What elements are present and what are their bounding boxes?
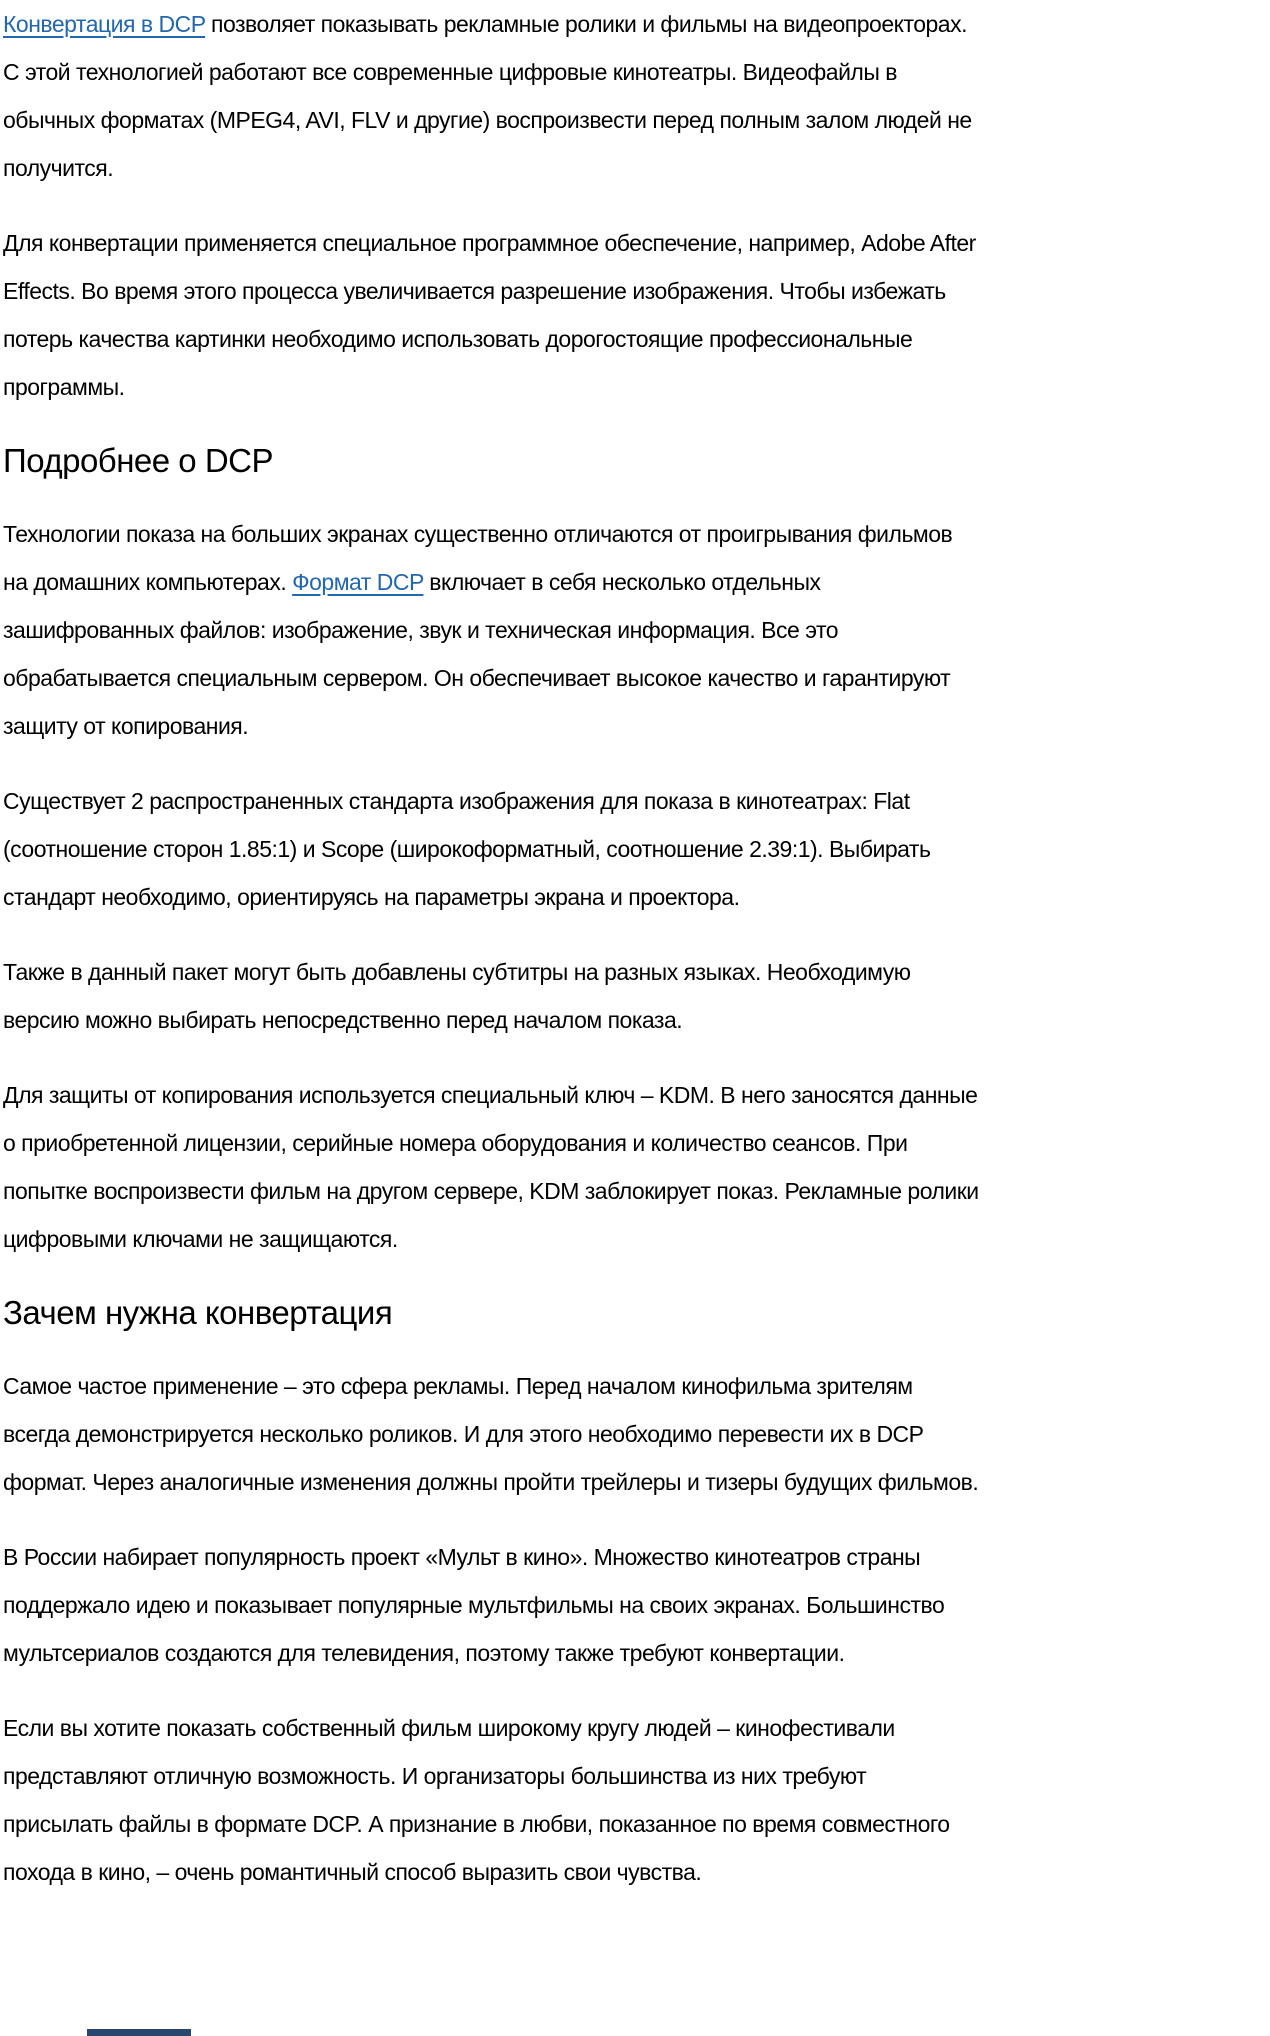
inline-link[interactable]: Формат DCP: [292, 569, 424, 595]
paragraph: [3, 1533, 981, 1677]
paragraph-text: Самое частое применение – это сфера рекламы. Перед началом кинофильма зрителям всегда демонстрируется несколько роликов. И для этого необходимо перевести их в DCP формат. Через аналогичные изменения должны пройти трейлеры и тизеры будущих фильмов.: [3, 1373, 979, 1495]
paragraph: [3, 1071, 981, 1263]
paragraph: [3, 219, 981, 411]
paragraph-text: Также в данный пакет могут быть добавлены субтитры на разных языках. Необходимую версию можно выбирать непосредственно перед началом показа.: [3, 959, 911, 1033]
paragraph: [3, 948, 981, 1044]
paragraph: [3, 777, 981, 921]
paragraph-text: В России набирает популярность проект «Мульт в кино». Множество кинотеатров страны поддержало идею и показывает популярные мультфильмы на своих экранах. Большинство мультсериалов создаются для телевидения, поэтому также требуют конвертации.: [3, 1544, 945, 1666]
paragraph-text: Существует 2 распространенных стандарта изображения для показа в кинотеатрах: Flat (соотношение сторон 1.85:1) и Scope (широкоформатный, соотношение 2.39:1). Выбирать стандарт необходимо, ориентируясь на параметры экрана и проектора.: [3, 788, 931, 910]
paragraph-text: Для защиты от копирования используется специальный ключ – KDM. В него заносятся данные о приобретенной лицензии, серийные номера оборудования и количество сеансов. При попытке воспроизвести фильм на другом сервере, KDM заблокирует показ. Рекламные ролики цифровыми ключами не защищаются.: [3, 1082, 979, 1252]
paragraph: [3, 0, 981, 192]
section-heading: Подробнее о DCP: [3, 442, 274, 479]
paragraph-text: включает в себя несколько отдельных зашифрованных файлов: изображение, звук и техническая информация. Все это обрабатывается специальным сервером. Он обеспечивает высокое качество и гарантируют защиту от копирования.: [3, 569, 951, 739]
paragraph: [3, 1704, 981, 1896]
paragraph: [3, 510, 981, 750]
paragraph: [3, 1362, 981, 1506]
paragraph-text: Если вы хотите показать собственный фильм широкому кругу людей – кинофестивали представляют отличную возможность. И организаторы большинства из них требуют присылать файлы в формате DCP. А признание в любви, показанное по время совместного похода в кино, – очень романтичный способ выразить свои чувства.: [3, 1715, 950, 1885]
paragraph-text: позволяет показывать рекламные ролики и фильмы на видеопроекторах. С этой технологией работают все современные цифровые кинотеатры. Видеофайлы в обычных форматах (MPEG4, AVI, FLV и другие) воспроизвести перед полным залом людей не получится.: [3, 11, 972, 181]
section-heading: Зачем нужна конвертация: [3, 1294, 393, 1331]
paragraph-text: Технологии показа на больших экранах существенно отличаются от проигрывания фильмов на домашних компьютерах.: [3, 521, 953, 595]
paragraph-text: Для конвертации применяется специальное программное обеспечение, например, Adobe After Effects. Во время этого процесса увеличивается разрешение изображения. Чтобы избежать потерь качества картинки необходимо использовать дорогостоящие профессиональные программы.: [3, 230, 976, 400]
inline-link[interactable]: Конвертация в DCP: [3, 11, 206, 37]
partial-embed[interactable]: [87, 2029, 191, 2036]
